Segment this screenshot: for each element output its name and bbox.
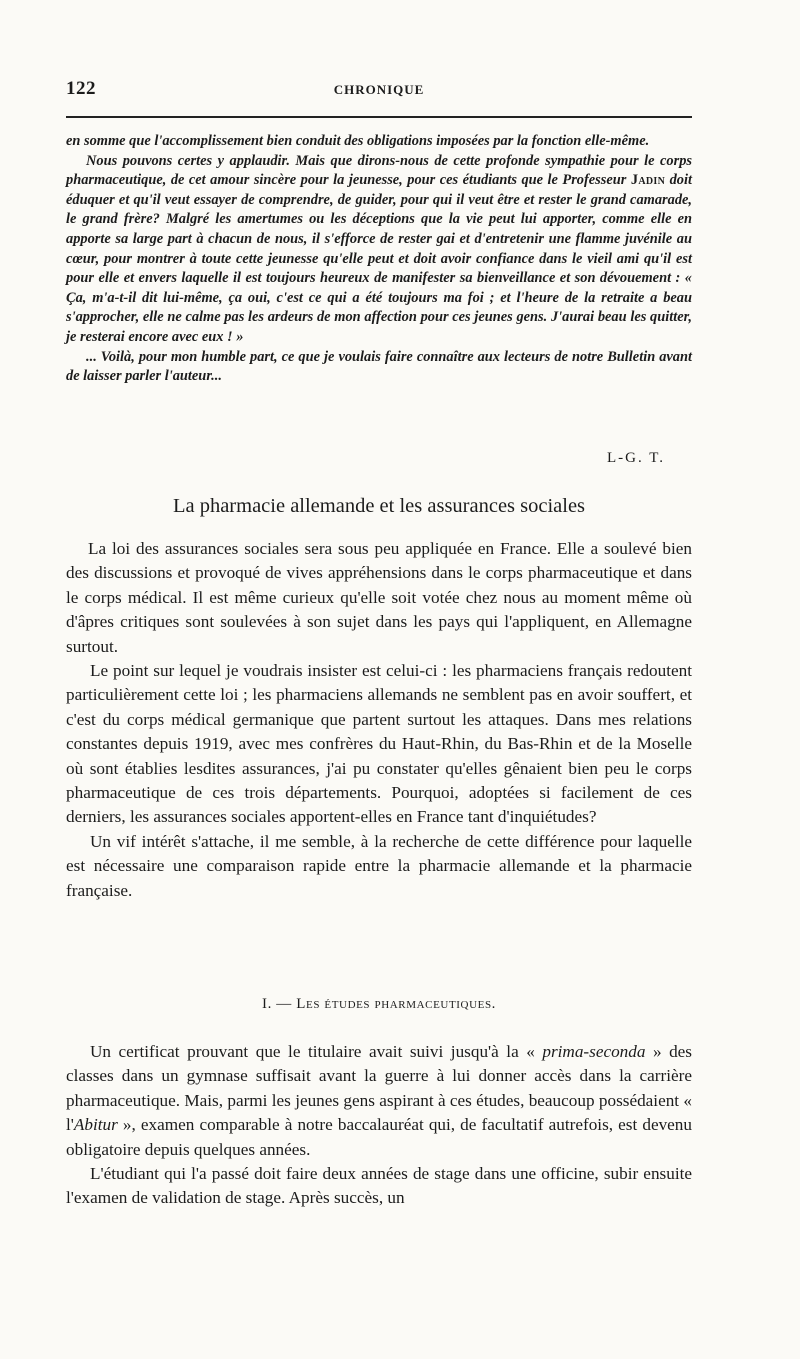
intro-text [66,132,692,387]
section-body [66,1040,692,1211]
intro-text-run: doit éduquer et qu'il veut essayer de comprendre, de guider, pour qui il veut être et rester le grand camarade, le grand frère? Malgré les amertumes ou les déceptions que la vie peut lui apporter, comme elle en apporte sa large part à chacun de nous, il s'efforce de rester gai et d'entretenir une flamme juvénile au cœur, pour montrer à toute cette jeunesse qu'elle peut et doit avoir confiance dans le vieil ami qu'il est pour elle et envers laquelle il est toujours heureux de manifester sa bienveillance et son dévouement : « Ça, m'a-t-il dit lui-même, ça oui, c'est ce qui a été toujours ma foi ; et l'heure de la retraite a beau s'approcher, elle ne calme pas les ardeurs de mon affection pour ces jeunes gens. J'aurai beau les quitter, je resterai encore avec eux ! » [66,172,692,345]
intro-text-run: Nous pouvons certes y applaudir. Mais que dirons-nous de cette profonde sympathie pour le corps pharmaceutique, de cet amour sincère pour la jeunesse, pour ces étudiants que le Professeur [66,152,692,189]
page-number: 122 [66,78,96,99]
section-heading [66,996,692,1013]
page-header [66,78,692,108]
body-paragraph: L'étudiant qui l'a passé doit faire deux années de stage dans une officine, subir ensuite l'examen de validation de stage. Après succès, un [66,1164,692,1208]
body-paragraph: Un vif intérêt s'attache, il me semble, à la recherche de cette différence pour laquelle est nécessaire une comparaison rapide entre la pharmacie allemande et la pharmacie française. [66,831,692,900]
section-title: Les études pharmaceutiques. [296,996,497,1012]
body-paragraph: Le point sur lequel je voudrais insister est celui-ci : les pharmaciens français redoutent particulièrement cette loi ; les pharmaciens allemands ne semblent pas en avoir souffert, et c'est du corps médical germanique que partent surtout les attaques. Dans mes relations constantes depuis 1919, avec mes confrères du Haut-Rhin, du Bas-Rhin et de la Moselle où sont établies lesdites assurances, j'ai pu constater qu'elles gênaient bien peu le corps pharmaceutique de ces trois départements. Pourquoi, adoptées si facilement de ces derniers, les assurances sociales apportent-elles en France tant d'inquiétudes? [66,661,692,827]
author-signature: L-G. T. [606,450,665,466]
emphasis: prima-seconda [542,1042,646,1061]
text-run: », examen comparable à notre baccalauréat qui, de facultatif autrefois, est devenu obligatoire depuis quelques années. [66,1115,692,1159]
intro-paragraph [66,152,692,348]
intro-paragraph: ... Voilà, pour mon humble part, ce que je voulais faire connaître aux lecteurs de notre Bulletin avant de laisser parler l'auteur... [66,348,692,385]
emphasis: Abitur [73,1115,118,1135]
article-body [66,537,692,903]
article-title: La pharmacie allemande et les assurances sociales [172,495,586,517]
running-title: CHRONIQUE [333,82,425,97]
section-number: I. — [261,996,292,1012]
body-paragraph: La loi des assurances sociales sera sous peu appliquée en France. Elle a soulevé bien des discussions et provoqué de vives appréhensions dans le corps pharmaceutique et dans le corps médical. Il est même curieux qu'elle soit votée chez nous au moment même où d'âpres critiques sont soulevées à son sujet dans les pays qui l'appliquent, en Allemagne surtout. [66,539,692,656]
professor-name: Jadin [630,172,666,189]
intro-paragraph: en somme que l'accomplissement bien conduit des obligations imposées par la fonction elle-même. [66,133,650,149]
header-rule [66,116,692,118]
text-run: » des classes dans un gymnase suffisait avant la guerre à lui donner accès dans la carrière pharmaceutique. Mais, parmi les jeunes gens aspirant à ces études, beaucoup possédaient « l' [66,1042,692,1135]
text-run: Un certificat prouvant que le titulaire avait suivi jusqu'à la « [90,1042,543,1061]
body-paragraph [66,1040,692,1162]
